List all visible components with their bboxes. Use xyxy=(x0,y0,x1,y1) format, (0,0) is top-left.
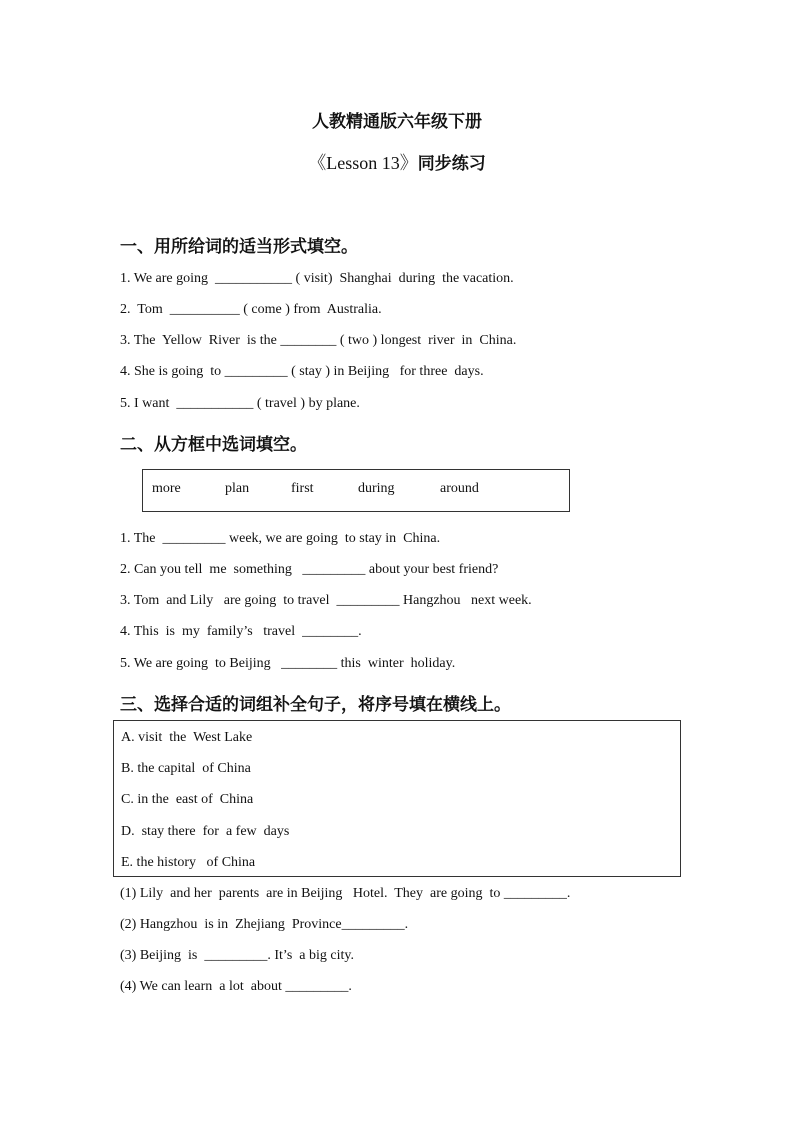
document-title: 人教精通版六年级下册 xyxy=(312,112,482,132)
subtitle-practice: 同步练习 xyxy=(417,154,486,174)
option-e: E. the history of China xyxy=(121,855,256,870)
section2-heading: 二、从方框中选词填空。 xyxy=(120,435,307,455)
section1-item-5: 5. I want ___________ ( travel ) by plane. xyxy=(120,396,360,411)
section1-item-1: 1. We are going ___________ ( visit) Shanghai during the vacation. xyxy=(120,271,514,286)
word-bank-item: more xyxy=(152,481,181,496)
section1-item-3: 3. The Yellow River is the ________ ( two ) longest river in China. xyxy=(120,333,517,348)
section3-item-3: (3) Beijing is _________. It’s a big city. xyxy=(120,948,354,963)
option-c: C. in the east of China xyxy=(121,792,254,807)
section3-item-1: (1) Lily and her parents are in Beijing Hotel. They are going to _________. xyxy=(120,886,571,901)
option-a: A. visit the West Lake xyxy=(121,730,253,745)
word-bank-item: first xyxy=(291,481,314,496)
subtitle-lesson: 《Lesson 13》 xyxy=(308,153,418,173)
word-bank-box xyxy=(142,469,570,512)
section2-item-5: 5. We are going to Beijing ________ this winter holiday. xyxy=(120,656,456,671)
section2-item-1: 1. The _________ week, we are going to stay in China. xyxy=(120,531,441,546)
options-box xyxy=(113,720,681,877)
section1-heading: 一、用所给词的适当形式填空。 xyxy=(120,237,358,257)
section3-item-4: (4) We can learn a lot about _________. xyxy=(120,979,352,994)
section2-item-2: 2. Can you tell me something _________ about your best friend? xyxy=(120,562,499,577)
section3-heading: 三、选择合适的词组补全句子，将序号填在横线上。 xyxy=(120,695,511,715)
option-d: D. stay there for a few days xyxy=(121,824,290,839)
word-bank-item: during xyxy=(358,481,395,496)
section1-item-2: 2. Tom __________ ( come ) from Australia. xyxy=(120,302,382,317)
section3-item-2: (2) Hangzhou is in Zhejiang Province_________. xyxy=(120,917,409,932)
section2-item-3: 3. Tom and Lily are going to travel _________ Hangzhou next week. xyxy=(120,593,532,608)
word-bank-item: plan xyxy=(225,481,250,496)
section2-item-4: 4. This is my family’s travel ________. xyxy=(120,624,362,639)
option-b: B. the capital of China xyxy=(121,761,251,776)
document-subtitle xyxy=(0,149,794,175)
section1-item-4: 4. She is going to _________ ( stay ) in Beijing for three days. xyxy=(120,364,484,379)
word-bank-item: around xyxy=(440,481,479,496)
